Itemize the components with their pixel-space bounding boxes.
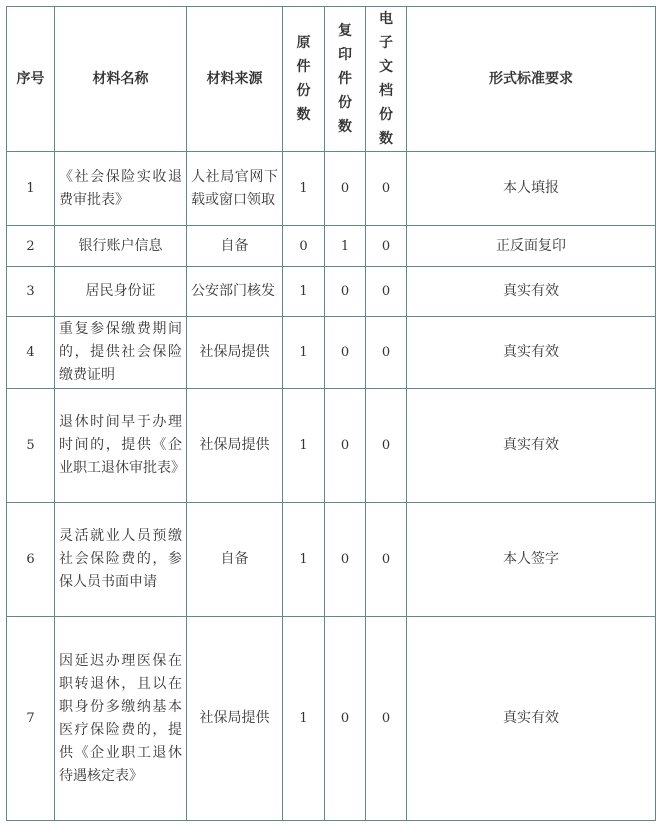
table-row: [7, 226, 656, 267]
header-electronic: [366, 7, 407, 152]
row-name-text: 退休时间早于办理时间的，提供《企业职工退休审批表》: [59, 414, 185, 476]
row-name: [55, 617, 187, 821]
table-row: [7, 152, 656, 226]
header-index: 序号: [7, 7, 55, 152]
row-source-text: 公安部门核发: [191, 283, 275, 299]
header-requirement: 形式标准要求: [407, 7, 656, 152]
row-index: 4: [7, 317, 55, 389]
row-index: 7: [7, 617, 55, 821]
row-electronic: 0: [366, 503, 407, 617]
row-electronic: 0: [366, 617, 407, 821]
row-requirement: 真实有效: [407, 617, 656, 821]
header-copies: [325, 7, 366, 152]
row-index: 1: [7, 152, 55, 226]
row-name-text: 《社会保险实收退费审批表》: [59, 168, 182, 208]
table-row: [7, 267, 656, 317]
row-name: [55, 389, 187, 503]
row-source-text: 人社局官网下载或窗口领取: [191, 168, 278, 208]
row-copies: 0: [325, 317, 366, 389]
row-requirement: 本人签字: [407, 503, 656, 617]
row-originals: 1: [283, 267, 325, 317]
row-copies: 0: [325, 503, 366, 617]
row-copies: 0: [325, 152, 366, 226]
row-name-text: 因延迟办理医保在职转退休，且以在职身份多缴纳基本医疗保险费的，提供《企业职工退休待遇核定表》: [59, 652, 182, 784]
row-source: 社保局提供: [187, 389, 283, 503]
row-index: 2: [7, 226, 55, 267]
row-requirement: 真实有效: [407, 389, 656, 503]
header-originals: [283, 7, 325, 152]
row-name-text: 重复参保缴费期间的，提供社会保险缴费证明: [59, 321, 182, 383]
row-name: 银行账户信息: [55, 226, 187, 267]
row-originals: 1: [283, 389, 325, 503]
row-index: 5: [7, 389, 55, 503]
table-row: [7, 389, 656, 503]
materials-table: [6, 6, 656, 821]
table-row: [7, 503, 656, 617]
row-requirement: 本人填报: [407, 152, 656, 226]
header-electronic-label: 电子文档份数: [379, 11, 393, 147]
row-source: 自备: [187, 503, 283, 617]
header-name: 材料名称: [55, 7, 187, 152]
table-row: [7, 317, 656, 389]
header-copies-label: 复印件份数: [338, 23, 352, 135]
row-requirement: 真实有效: [407, 317, 656, 389]
row-originals: 1: [283, 503, 325, 617]
row-source: [187, 152, 283, 226]
row-source: 社保局提供: [187, 617, 283, 821]
row-electronic: 0: [366, 389, 407, 503]
row-electronic: 0: [366, 226, 407, 267]
row-copies: 1: [325, 226, 366, 267]
row-name: [55, 503, 187, 617]
row-electronic: 0: [366, 317, 407, 389]
row-requirement: 正反面复印: [407, 226, 656, 267]
row-source: 自备: [187, 226, 283, 267]
row-copies: 0: [325, 267, 366, 317]
row-source: 社保局提供: [187, 317, 283, 389]
row-index: 6: [7, 503, 55, 617]
row-originals: 1: [283, 152, 325, 226]
row-source: [187, 267, 283, 317]
row-requirement: 真实有效: [407, 267, 656, 317]
row-originals: 1: [283, 617, 325, 821]
row-name-text: 灵活就业人员预缴社会保险费的，参保人员书面申请: [59, 528, 182, 590]
row-copies: 0: [325, 617, 366, 821]
row-originals: 0: [283, 226, 325, 267]
row-copies: 0: [325, 389, 366, 503]
row-name: [55, 152, 187, 226]
row-name: 居民身份证: [55, 267, 187, 317]
header-originals-label: 原件份数: [296, 35, 311, 123]
row-name: [55, 317, 187, 389]
row-electronic: 0: [366, 152, 407, 226]
header-row: [7, 7, 656, 152]
row-originals: 1: [283, 317, 325, 389]
row-electronic: 0: [366, 267, 407, 317]
table-row: [7, 617, 656, 821]
row-index: 3: [7, 267, 55, 317]
header-source: 材料来源: [187, 7, 283, 152]
